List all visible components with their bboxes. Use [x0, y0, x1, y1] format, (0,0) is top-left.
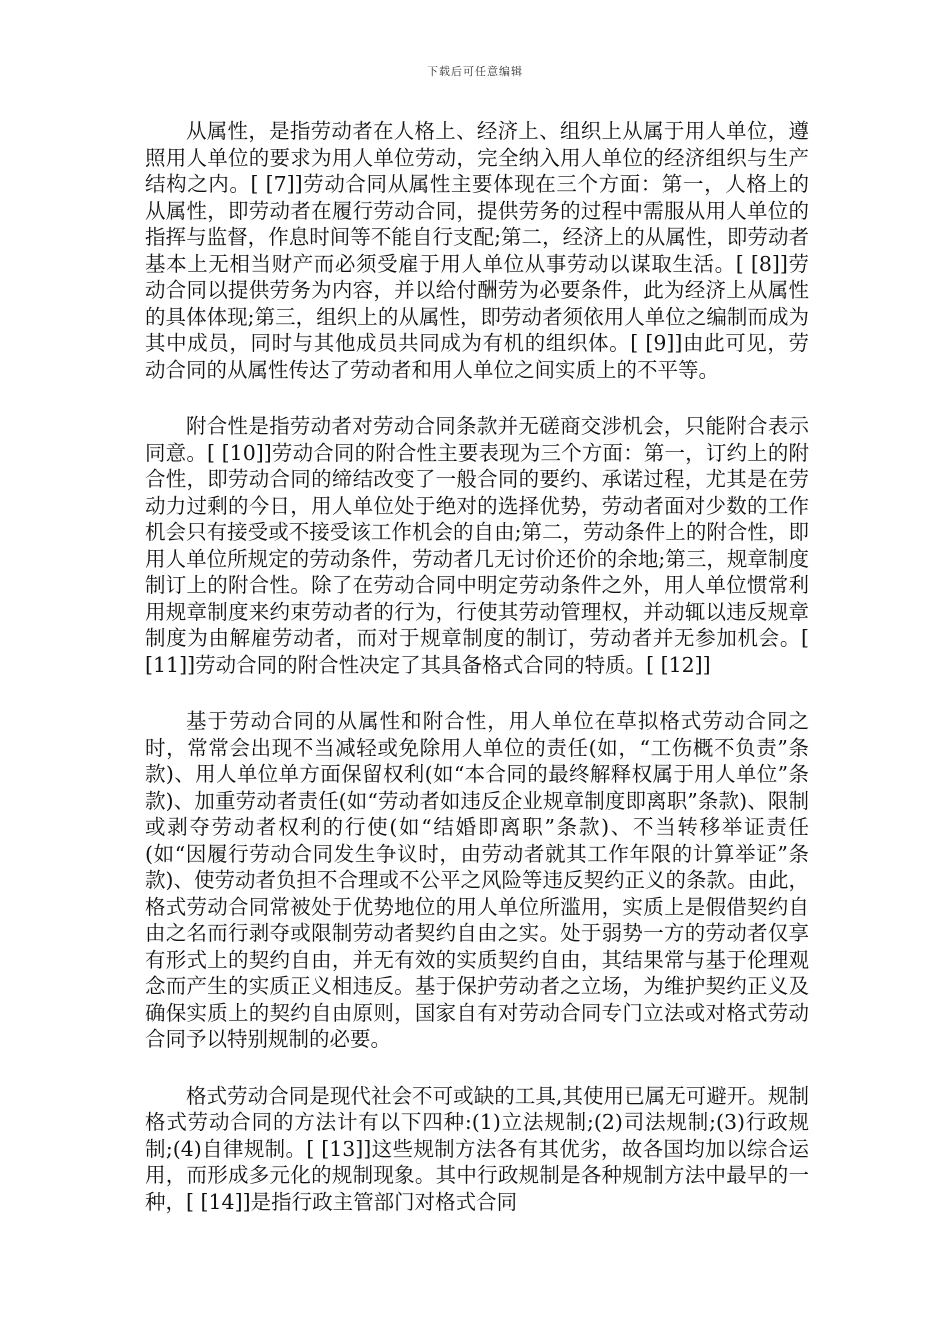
page-header: 下载后可任意编辑 — [427, 65, 523, 78]
paragraph-unfair-clauses: 基于劳动合同的从属性和附合性，用人单位在草拟格式劳动合同之时，常常会出现不当减轻或免除用人单位的责任(如，“工伤概不负责”条款)、用人单位单方面保留权利(如“本合同的最终解释权属于用人单位”条款)、加重劳动者责任(如“劳动者如违反企业规章制度即离职”条款)、限制或剥夺劳动者权利的行使(如“结婚即离职”条款)、不当转移举证责任(如“因履行劳动合同发生争议时，由劳动者就其工作年限的计算举证”条款)、使劳动者负担不合理或不公平之风险等违反契约正义的条款。由此，格式劳动合同常被处于优势地位的用人单位所滥用，实质上是假借契约自由之名而行剥夺或限制劳动者契约自由之实。处于弱势一方的劳动者仅享有形式上的契约自由，并无有效的实质契约自由，其结果常与基于伦理观念而产生的实质正义相违反。基于保护劳动者之立场，为维护契约正义及确保实质上的契约自由原则，国家自有对劳动合同专门立法或对格式劳动合同予以特别规制的必要。 — [145, 709, 809, 1051]
paragraph-regulation-methods: 格式劳动合同是现代社会不可或缺的工具,其使用已属无可避开。规制格式劳动合同的方法计有以下四种:(1)立法规制;(2)司法规制;(3)行政规制;(4)自律规制。[ [13]]这些规制方法各有其优劣，故各国均加以综合运用，而形成多元化的规制现象。其中行政规制是各种规制方法中最早的一种，[ [14]]是指行政主管部门对格式合同 — [145, 1083, 809, 1214]
paragraph-adhesion: 附合性是指劳动者对劳动合同条款并无磋商交涉机会，只能附合表示同意。[ [10]]劳动合同的附合性主要表现为三个方面：第一，订约上的附合性，即劳动合同的缔结改变了一般合同的要约、承诺过程，尤其是在劳动力过剩的今日，用人单位处于绝对的选择优势，劳动者面对少数的工作机会只有接受或不接受该工作机会的自由;第二，劳动条件上的附合性，即用人单位所规定的劳动条件，劳动者几无讨价还价的余地;第三，规章制度制订上的附合性。除了在劳动合同中明定劳动条件之外，用人单位惯常利用规章制度来约束劳动者的行为，行使其劳动管理权，并动辄以违反规章制度为由解雇劳动者，而对于规章制度的制订，劳动者并无参加机会。[ [11]]劳动合同的附合性决定了其具备格式合同的特质。[ [12]] — [145, 414, 809, 677]
paragraph-subordination: 从属性，是指劳动者在人格上、经济上、组织上从属于用人单位，遵照用人单位的要求为用人单位劳动，完全纳入用人单位的经济组织与生产结构之内。[ [7]]劳动合同从属性主要体现在三个方面：第一，人格上的从属性，即劳动者在履行劳动合同，提供劳务的过程中需服从用人单位的指挥与监督，作息时间等不能自行支配;第二，经济上的从属性，即劳动者基本上无相当财产而必须受雇于用人单位从事劳动以谋取生活。[ [8]]劳动合同以提供劳务为内容，并以给付酬劳为必要条件，此为经济上从属性的具体体现;第三，组织上的从属性，即劳动者须依用人单位之编制而成为其中成员，同时与其他成员共同成为有机的组织体。[ [9]]由此可见，劳动合同的从属性传达了劳动者和用人单位之间实质上的不平等。 — [145, 119, 809, 382]
document-body — [145, 118, 809, 1245]
